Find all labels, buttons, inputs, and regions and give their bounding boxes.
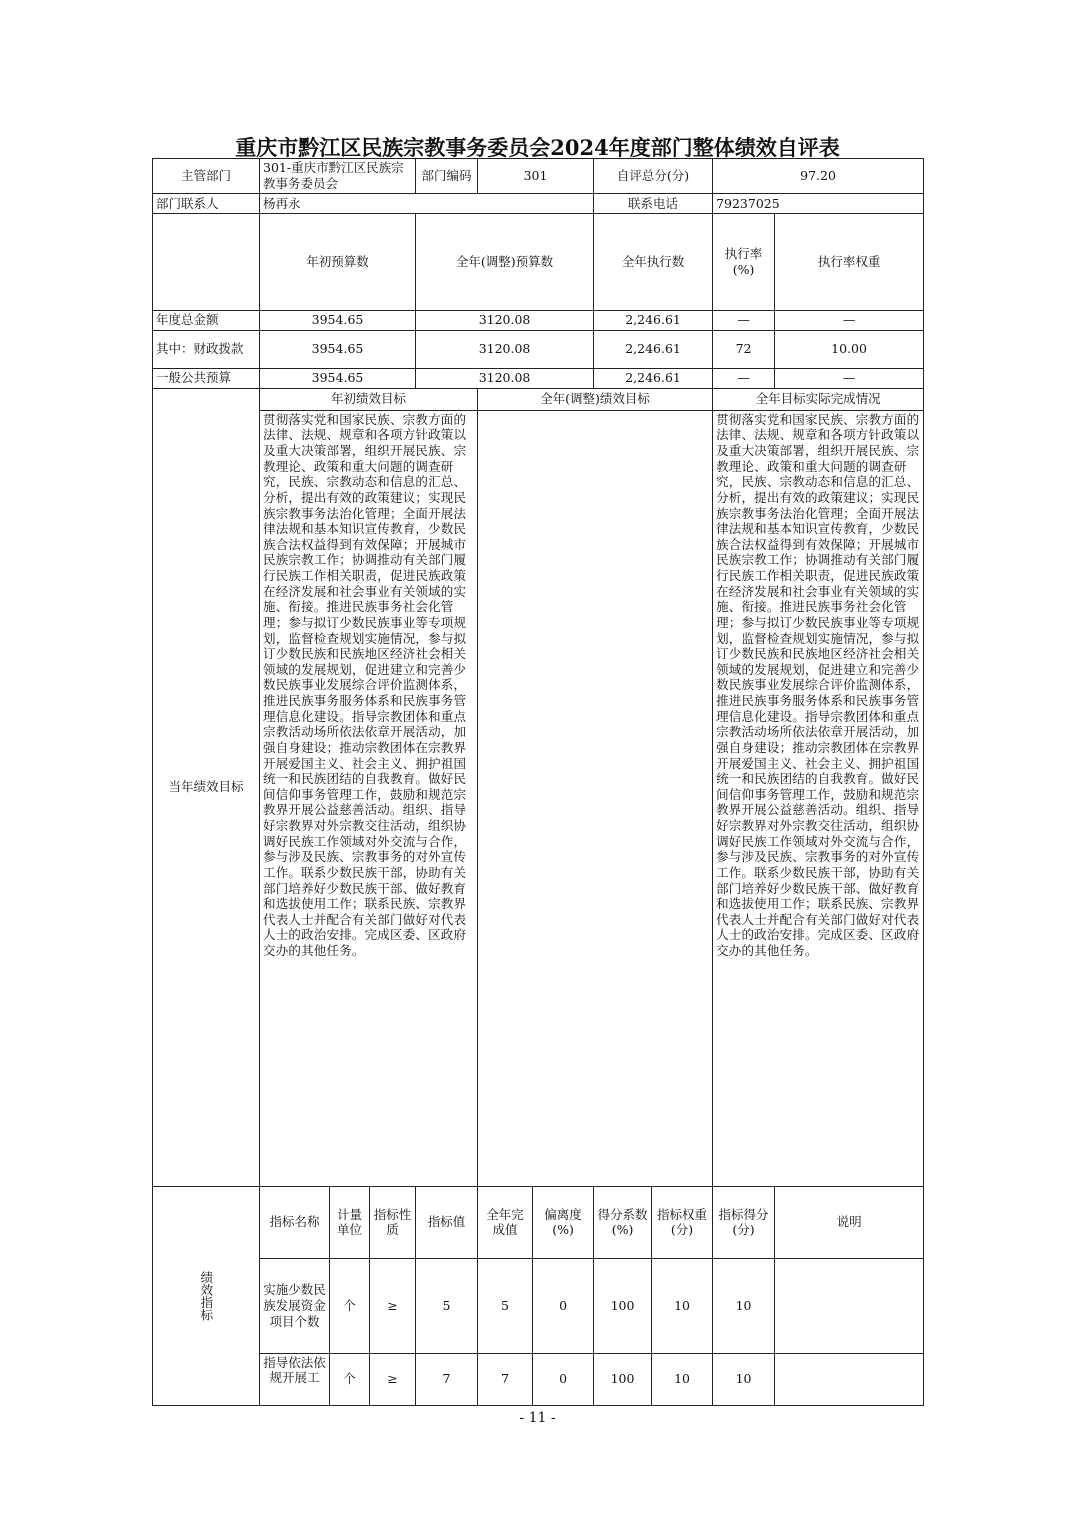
ind-nature: ≥ xyxy=(370,1258,416,1353)
budget-row-label: 年度总金额 xyxy=(153,310,260,330)
budget-rate: — xyxy=(713,368,775,388)
ind-value: 5 xyxy=(416,1258,478,1353)
ind-weight: 10 xyxy=(652,1353,713,1405)
ind-coef: 100 xyxy=(594,1353,652,1405)
budget-col-initial: 年初预算数 xyxy=(260,214,416,311)
budget-row xyxy=(153,368,924,388)
page-number: - 11 - xyxy=(519,1410,556,1426)
score-label: 自评总分(分) xyxy=(594,159,713,194)
goals-section-label: 当年绩效目标 xyxy=(153,388,260,1186)
dept-label: 主管部门 xyxy=(153,159,260,194)
budget-adjusted: 3120.08 xyxy=(416,368,594,388)
budget-row-label: 其中：财政拨款 xyxy=(153,330,260,368)
indicator-row xyxy=(153,1258,924,1353)
ind-col-score: 指标得分(分) xyxy=(713,1186,775,1258)
budget-header-row xyxy=(153,214,924,311)
indicators-header-row xyxy=(153,1186,924,1258)
contact-label: 部门联系人 xyxy=(153,194,260,214)
ind-weight: 10 xyxy=(652,1258,713,1353)
ind-col-nature: 指标性质 xyxy=(370,1186,416,1258)
budget-row xyxy=(153,310,924,330)
code-label: 部门编码 xyxy=(416,159,478,194)
header-row-contact xyxy=(153,194,924,214)
ind-score: 10 xyxy=(713,1353,775,1405)
ind-col-unit: 计量单位 xyxy=(330,1186,370,1258)
budget-executed: 2,246.61 xyxy=(594,368,713,388)
ind-value: 7 xyxy=(416,1353,478,1405)
budget-executed: 2,246.61 xyxy=(594,330,713,368)
budget-initial: 3954.65 xyxy=(260,330,416,368)
goals-initial-text: 贯彻落实党和国家民族、宗教方面的法律、法规、规章和各项方针政策以及重大决策部署，组织开展民族、宗教理论、政策和重大问题的调查研究，民族、宗教动态和信息的汇总、分析，提出有效的政策建议；实现民族宗教事务法治化管理；全面开展法律法规和基本知识宣传教育，少数民族合法权益得到有效保障；开展城市民族宗教工作；协调推动有关部门履行民族工作相关职责，促进民族政策在经济发展和社会事业有关领域的实施、衔接。推进民族事务社会化管理；参与拟订少数民族事业等专项规划，监督检查规划实施情况，参与拟订少数民族和民族地区经济社会相关领域的发展规划，促进建立和完善少数民族事业发展综合评价监测体系，推进民族事务服务体系和民族事务管理信息化建设。指导宗教团体和重点宗教活动场所依法依章开展活动，加强自身建设；推动宗教团体在宗教界开展爱国主义、社会主义、拥护祖国统一和民族团结的自我教育。做好民间信仰事务管理工作，鼓励和规范宗教界开展公益慈善活动。组织、指导好宗教界对外宗教交往活动，组织协调好民族工作领域对外交流与合作，参与涉及民族、宗教事务的对外宣传工作。联系少数民族干部，协助有关部门培养好少数民族干部、做好教育和选拔使用工作；联系民族、宗教界代表人士并配合有关部门做好对代表人士的政治安排。完成区委、区政府交办的其他任务。 xyxy=(260,410,478,1186)
ind-name: 实施少数民族发展资金项目个数 xyxy=(260,1258,330,1353)
indicators-section-cell xyxy=(153,1186,260,1405)
goals-col-actual: 全年目标实际完成情况 xyxy=(713,388,924,410)
ind-note xyxy=(775,1258,924,1353)
score-value: 97.20 xyxy=(713,159,924,194)
budget-row xyxy=(153,330,924,368)
budget-executed: 2,246.61 xyxy=(594,310,713,330)
goals-col-adjusted: 全年(调整)绩效目标 xyxy=(478,388,713,410)
budget-initial: 3954.65 xyxy=(260,368,416,388)
goals-adjusted-text xyxy=(478,410,713,1186)
budget-col-executed: 全年执行数 xyxy=(594,214,713,311)
ind-deviation: 0 xyxy=(533,1353,594,1405)
ind-nature: ≥ xyxy=(370,1353,416,1405)
budget-weight: 10.00 xyxy=(775,330,924,368)
goals-text-row xyxy=(153,410,924,1186)
ind-unit: 个 xyxy=(330,1353,370,1405)
budget-adjusted: 3120.08 xyxy=(416,310,594,330)
performance-table xyxy=(152,158,924,1406)
ind-unit: 个 xyxy=(330,1258,370,1353)
phone-value: 79237025 xyxy=(713,194,924,214)
goals-header-row xyxy=(153,388,924,410)
dept-value: 301-重庆市黔江区民族宗教事务委员会 xyxy=(260,159,416,194)
budget-rate: — xyxy=(713,310,775,330)
ind-col-actual: 全年完成值 xyxy=(478,1186,533,1258)
code-value: 301 xyxy=(478,159,594,194)
budget-row-label: 一般公共预算 xyxy=(153,368,260,388)
budget-rate: 72 xyxy=(713,330,775,368)
header-row-dept xyxy=(153,159,924,194)
ind-note xyxy=(775,1353,924,1405)
goals-col-initial: 年初绩效目标 xyxy=(260,388,478,410)
ind-col-weight: 指标权重(分) xyxy=(652,1186,713,1258)
budget-adjusted: 3120.08 xyxy=(416,330,594,368)
ind-col-deviation: 偏离度(%) xyxy=(533,1186,594,1258)
ind-deviation: 0 xyxy=(533,1258,594,1353)
budget-weight: — xyxy=(775,310,924,330)
ind-col-value: 指标值 xyxy=(416,1186,478,1258)
contact-value: 杨再永 xyxy=(260,194,594,214)
ind-coef: 100 xyxy=(594,1258,652,1353)
budget-header-blank xyxy=(153,214,260,311)
ind-col-note: 说明 xyxy=(775,1186,924,1258)
ind-name: 指导依法依规开展工 xyxy=(260,1353,330,1405)
ind-col-name: 指标名称 xyxy=(260,1186,330,1258)
ind-actual: 7 xyxy=(478,1353,533,1405)
goals-actual-text: 贯彻落实党和国家民族、宗教方面的法律、法规、规章和各项方针政策以及重大决策部署，组织开展民族、宗教理论、政策和重大问题的调查研究，民族、宗教动态和信息的汇总、分析，提出有效的政策建议；实现民族宗教事务法治化管理；全面开展法律法规和基本知识宣传教育，少数民族合法权益得到有效保障；开展城市民族宗教工作；协调推动有关部门履行民族工作相关职责，促进民族政策在经济发展和社会事业有关领域的实施、衔接。推进民族事务社会化管理；参与拟订少数民族事业等专项规划，监督检查规划实施情况，参与拟订少数民族和民族地区经济社会相关领域的发展规划，促进建立和完善少数民族事业发展综合评价监测体系，推进民族事务服务体系和民族事务管理信息化建设。指导宗教团体和重点宗教活动场所依法依章开展活动，加强自身建设；推动宗教团体在宗教界开展爱国主义、社会主义、拥护祖国统一和民族团结的自我教育。做好民间信仰事务管理工作，鼓励和规范宗教界开展公益慈善活动。组织、指导好宗教界对外宗教交往活动，组织协调好民族工作领域对外交流与合作，参与涉及民族、宗教事务的对外宣传工作。联系少数民族干部，协助有关部门培养好少数民族干部、做好教育和选拔使用工作；联系民族、宗教界代表人士并配合有关部门做好对代表人士的政治安排。完成区委、区政府交办的其他任务。 xyxy=(713,410,924,1186)
budget-col-adjusted: 全年(调整)预算数 xyxy=(416,214,594,311)
indicators-section-label: 绩效指标 xyxy=(198,1270,214,1321)
ind-score: 10 xyxy=(713,1258,775,1353)
indicator-row xyxy=(153,1353,924,1405)
ind-actual: 5 xyxy=(478,1258,533,1353)
budget-initial: 3954.65 xyxy=(260,310,416,330)
ind-col-coef: 得分系数(%) xyxy=(594,1186,652,1258)
phone-label: 联系电话 xyxy=(594,194,713,214)
page-title: 重庆市黔江区民族宗教事务委员会2024年度部门整体绩效自评表 xyxy=(235,135,840,160)
budget-weight: — xyxy=(775,368,924,388)
budget-col-weight: 执行率权重 xyxy=(775,214,924,311)
budget-col-rate: 执行率(%) xyxy=(713,214,775,311)
